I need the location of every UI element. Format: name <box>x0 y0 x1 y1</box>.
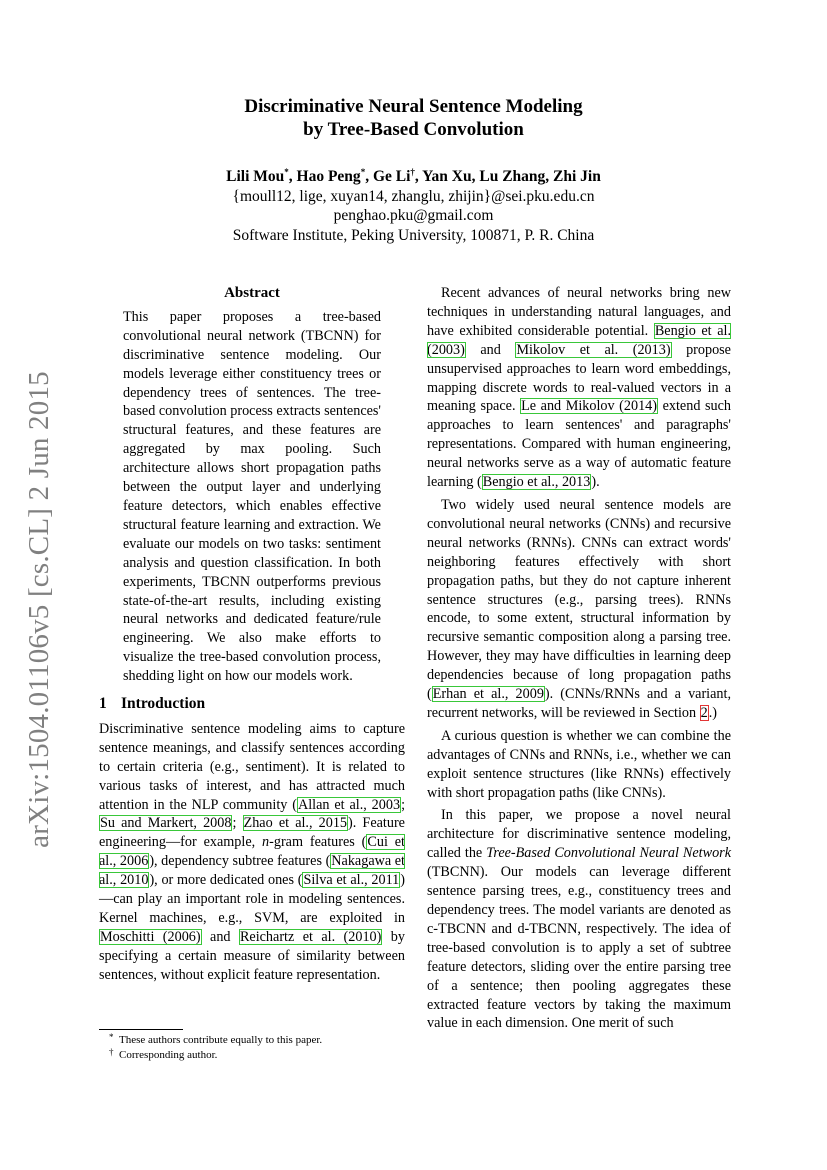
intro-number: 1 <box>99 695 107 713</box>
abstract-heading: Abstract <box>224 285 280 301</box>
text-run: (TBCNN). Our models can leverage different sentence parsing trees, e.g., constituency trees and dependency trees. The model variants are denoted as c-TBCNN and d-TBCNN, respectively. The idea of tree-based convolution is to apply a set of subtree feature detectors, sliding over the entire parsing tree of a sentence; then pooling aggregates these extracted feature vectors by taking the maximum value in each dimension. One merit of such <box>427 864 731 1032</box>
author-1-mark: * <box>284 167 289 177</box>
intro-paragraph-1 <box>99 720 405 985</box>
citation-link[interactable]: Silva et al., 2011 <box>303 872 400 889</box>
text-run: Recent advances of neural networks bring new techniques in understanding natural languages, and have exhibited considerable potential. <box>427 285 731 339</box>
abstract-text: This paper proposes a tree-based convolutional neural network (TBCNN) for discriminative sentence modeling. Our models leverage either constituency trees or dependency trees of sentences. The tree-based convolution process extracts sentences' structural features, and these features are aggregated by max pooling. Such architecture allows short propagation paths between the output layer and underlying feature detectors, which enables effective structural feature learning and extraction. We evaluate our models on two tasks: sentiment analysis and question classification. In both experiments, TBCNN outperforms previous state-of-the-art results, including existing neural networks and dedicated feature/rule engineering. We also make efforts to visualize the tree-based convolution process, shedding light on how our models work. <box>123 308 381 685</box>
math-n: n <box>262 834 270 851</box>
intro-title: Introduction <box>121 695 206 713</box>
text-run: ), or more dedicated ones ( <box>149 872 303 889</box>
footnote-1-mark: * <box>109 1032 114 1042</box>
text-run: and <box>465 341 516 358</box>
text-run: ; <box>401 796 406 813</box>
citation-link[interactable]: Bengio et al. (2003) <box>427 322 731 358</box>
author-2-mark: * <box>360 167 366 177</box>
model-name-emphasis: Tree-Based Convolutional Neural Network <box>486 845 732 862</box>
footnotes <box>99 1029 405 1063</box>
footnote-1-text: These authors contribute equally to this paper. <box>119 1034 323 1046</box>
author-2: , Hao Peng <box>288 168 361 186</box>
body-paragraph-2 <box>427 496 731 723</box>
text-run: by specifying a certain measure of similarity between sentences, without explicit feature representation. <box>99 928 405 983</box>
author-affiliation: Software Institute, Peking University, 100871, P. R. China <box>232 226 595 244</box>
arxiv-id-text: arXiv:1504.01106v5 [cs.CL] 2 Jun 2015 <box>22 370 55 848</box>
text-run: -gram features ( <box>269 834 367 851</box>
text-run: extend such approaches to learn sentences' and paragraphs' representations. Compared with human engineering, neural networks serve as a way of automatic feature learning ( <box>427 398 732 491</box>
citation-link[interactable]: Reichartz et al. (2010) <box>239 928 382 945</box>
citation-link[interactable]: Cui et al., 2006 <box>99 834 405 870</box>
footnote-1 <box>99 1033 405 1048</box>
author-names <box>0 163 827 187</box>
citation-link[interactable]: Allan et al., 2003 <box>297 796 401 813</box>
text-run: ). Feature engineering—for example, <box>99 815 405 851</box>
text-run: ; <box>232 815 243 832</box>
text-run: propose unsupervised approaches to learn word embeddings, mapping discrete words to real-valued vectors in a meaning space. <box>427 341 731 415</box>
intro-heading <box>99 695 405 714</box>
author-rest: , Yan Xu, Lu Zhang, Zhi Jin <box>414 168 601 186</box>
section-ref-link[interactable]: 2 <box>700 704 708 721</box>
footnote-2-mark: † <box>109 1047 114 1057</box>
text-run: and <box>201 928 239 945</box>
citation-link[interactable]: Su and Markert, 2008 <box>100 815 232 832</box>
footnote-2-text: Corresponding author. <box>119 1049 218 1061</box>
author-3: , Ge Li <box>365 168 411 186</box>
citation-link[interactable]: Erhan et al., 2009 <box>432 686 544 703</box>
text-run: .) <box>708 704 717 721</box>
author-email-2: penghao.pku@gmail.com <box>333 207 494 225</box>
right-column <box>427 284 731 1033</box>
citation-link[interactable]: Moschitti (2006) <box>100 928 201 945</box>
text-run: Two widely used neural sentence models are convolutional neural networks (CNNs) and recursive neural networks (RNNs). CNNs can extract words' neighboring features effectively with short propagation paths, but they do not capture inherent sentence structures (e.g., parsing trees). RNNs encode, to some extent, structural information by recursive semantic composition along a parsing tree. However, they may have difficulties in learning deep dependencies because of long propagation paths ( <box>427 496 731 703</box>
title-line-1: Discriminative Neural Sentence Modeling <box>244 96 583 117</box>
text-run: ). (CNNs/RNNs and a variant, recurrent networks, will be reviewed in Section <box>427 686 732 721</box>
citation-link[interactable]: Zhao et al., 2015 <box>243 815 348 832</box>
citation-link[interactable]: Nakagawa et al., 2010 <box>99 853 405 889</box>
footnote-2 <box>99 1048 405 1063</box>
paper-title <box>0 95 827 141</box>
citation-link[interactable]: Le and Mikolov (2014) <box>521 398 658 415</box>
title-line-2: by Tree-Based Convolution <box>303 119 524 140</box>
text-run: ), dependency subtree features ( <box>149 853 331 870</box>
author-3-mark: † <box>410 167 415 177</box>
citation-link[interactable]: Mikolov et al. (2013) <box>516 341 671 358</box>
author-block <box>0 163 827 245</box>
body-paragraph-4 <box>427 806 731 1033</box>
text-run: ). <box>591 474 600 491</box>
body-paragraph-1 <box>427 284 731 492</box>
arxiv-side-stamp <box>20 370 58 848</box>
author-1: Lili Mou <box>226 168 285 186</box>
author-emails: {moull12, lige, xuyan14, zhanglu, zhijin}@sei.pku.edu.cn <box>232 187 595 205</box>
left-column <box>99 284 405 985</box>
citation-link[interactable]: Bengio et al., 2013 <box>482 474 591 491</box>
text-run: Discriminative sentence modeling aims to capture sentence meanings, and classify sentences according to certain criteria (e.g., sentiment). It is related to various tasks of interest, and has attracted much attention in the NLP community ( <box>99 720 405 813</box>
body-paragraph-3: A curious question is whether we can combine the advantages of CNNs and RNNs, i.e., whether we can exploit sentence structures (like RNNs) effectively with short propagation paths (like CNNs). <box>427 727 731 801</box>
text-run: )—can play an important role in modeling sentences. Kernel machines, e.g., SVM, are exploited in <box>99 872 405 926</box>
text-run: In this paper, we propose a novel neural architecture for discriminative sentence modeling, called the <box>427 807 731 862</box>
